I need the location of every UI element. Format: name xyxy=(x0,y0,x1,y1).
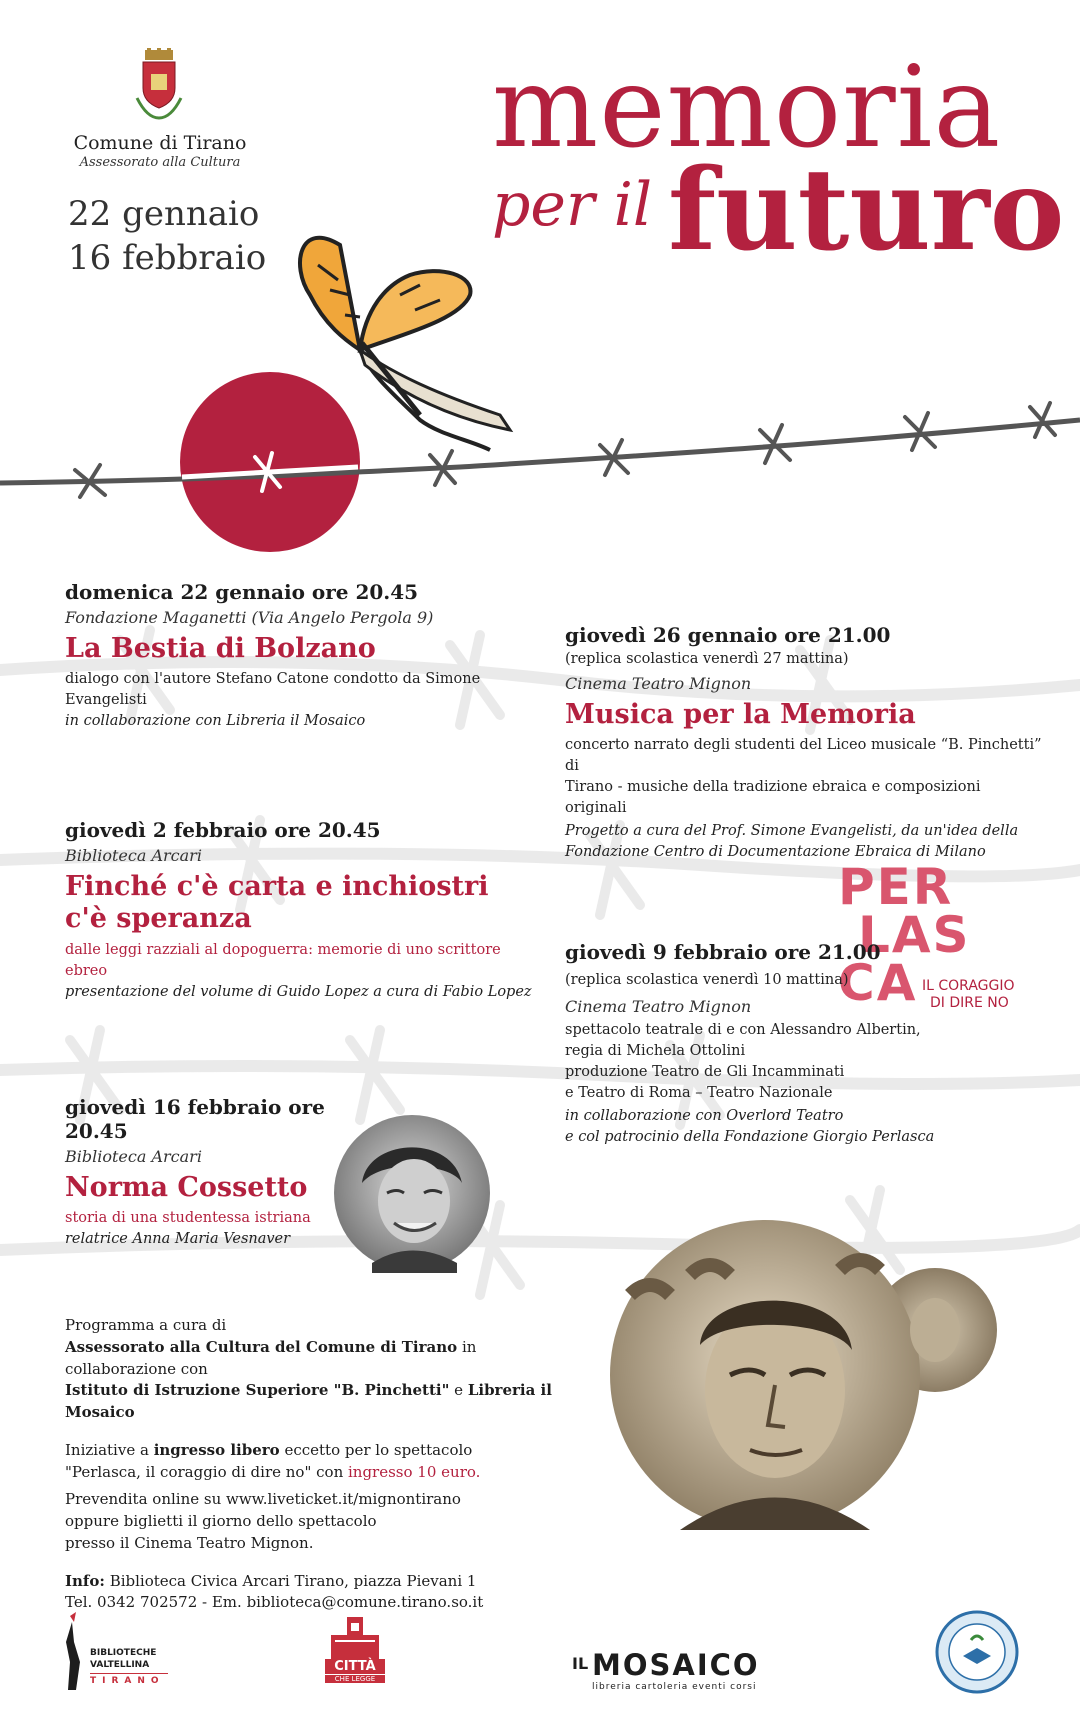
event-date: giovedì 2 febbraio ore 20.45 xyxy=(65,818,381,842)
date-range-start: 22 gennaio xyxy=(68,194,260,234)
event-finche xyxy=(65,818,545,1003)
il-mosaico-logo xyxy=(572,1648,772,1698)
event-title: La Bestia di Bolzano xyxy=(65,633,376,664)
event-description-line2: regia di Michela Ottolini xyxy=(565,1043,746,1060)
date-range-end: 16 febbraio xyxy=(68,238,267,278)
mosaico-il: IL xyxy=(572,1654,589,1673)
program-line-2: Assessorato alla Cultura del Comune di Tirano in collaborazione con xyxy=(65,1337,477,1378)
presale-line-2: oppure biglietti il giorno dello spettacolo xyxy=(65,1512,377,1530)
entry-line-1: Iniziative a ingresso libero eccetto per lo spettacolo xyxy=(65,1440,473,1459)
citta-text-2: CHE LEGGE xyxy=(325,1675,385,1683)
perlasca-tagline-1: IL CORAGGIO xyxy=(922,978,1015,994)
mosaico-name: MOSAICO xyxy=(592,1648,760,1682)
event-musica xyxy=(565,623,1045,864)
event-venue: Cinema Teatro Mignon xyxy=(565,674,752,694)
event-title: Norma Cossetto xyxy=(65,1172,308,1203)
school-seal-icon xyxy=(935,1610,1019,1694)
entry-line-2: "Perlasca, il coraggio di dire no" con ingresso 10 euro. xyxy=(65,1462,481,1481)
title-memoria: memoria xyxy=(492,43,1002,173)
event-description-line4: e Teatro di Roma – Teatro Nazionale xyxy=(565,1085,833,1102)
citta-che-legge-logo xyxy=(315,1615,395,1695)
event-bestia xyxy=(65,580,535,732)
info-line-1: Info: Biblioteca Civica Arcari Tirano, piazza Pievani 1 xyxy=(65,1571,477,1590)
event-description: dialogo con l'autore Stefano Catone condotto da Simone Evangelisti xyxy=(65,671,481,709)
event-note-line1: in collaborazione con Overlord Teatro xyxy=(565,1108,844,1125)
event-description-line3: produzione Teatro de Gli Incamminati xyxy=(565,1064,845,1081)
event-perlasca xyxy=(565,940,995,1148)
biblioteche-text-1: BIBLIOTECHE xyxy=(90,1648,157,1658)
event-venue: Biblioteca Arcari xyxy=(65,1147,202,1166)
event-description: storia di una studentessa istriana xyxy=(65,1210,311,1227)
book-tower-icon xyxy=(325,1615,385,1665)
biblioteche-text-3: TIRANO xyxy=(90,1676,165,1686)
program-info xyxy=(65,1315,585,1614)
department-name: Assessorato alla Cultura xyxy=(79,155,241,170)
biblioteche-text-2: VALTELLINA xyxy=(90,1660,150,1670)
municipality-name: Comune di Tirano xyxy=(73,132,247,154)
perlasca-logo-line3: CA xyxy=(838,954,918,1012)
event-date: giovedì 9 febbraio ore 21.00 xyxy=(565,940,881,964)
event-date: giovedì 26 gennaio ore 21.00 xyxy=(565,623,891,647)
presale-line-1: Prevendita online su www.liveticket.it/mignontirano xyxy=(65,1490,461,1509)
event-venue: Cinema Teatro Mignon xyxy=(565,997,752,1017)
event-description-line1: concerto narrato degli studenti del Liceo musicale “B. Pinchetti” di xyxy=(565,737,1042,775)
event-date: domenica 22 gennaio ore 20.45 xyxy=(65,580,419,604)
event-note-line2: e col patrocinio della Fondazione Giorgio Perlasca xyxy=(565,1129,935,1146)
event-title-line2: c'è speranza xyxy=(65,903,252,935)
event-date: giovedì 16 febbraio ore 20.45 xyxy=(65,1095,325,1143)
event-title: Musica per la Memoria xyxy=(565,699,916,731)
event-venue: Biblioteca Arcari xyxy=(65,846,202,865)
perlasca-logo-line2: LAS xyxy=(858,906,971,964)
event-description-line1: spettacolo teatrale di e con Alessandro Albertin, xyxy=(565,1022,921,1039)
coat-of-arms-icon xyxy=(133,48,185,122)
citta-text-1: CITTÀ xyxy=(325,1659,385,1674)
torch-figure-icon xyxy=(62,1612,84,1692)
hero-illustration xyxy=(0,225,1080,555)
info-line-2: Tel. 0342 702572 - Em. biblioteca@comune.tirano.so.it xyxy=(65,1593,484,1612)
title-futuro: futuro xyxy=(668,145,1065,276)
mosaico-sub: libreria cartoleria eventi corsi xyxy=(592,1682,757,1692)
program-line-1: Programma a cura di xyxy=(65,1316,227,1334)
event-replica: (replica scolastica venerdì 10 mattina) xyxy=(565,972,849,988)
biblioteche-rule xyxy=(90,1673,168,1674)
event-replica: (replica scolastica venerdì 27 mattina) xyxy=(565,651,849,667)
presale-line-3: presso il Cinema Teatro Mignon. xyxy=(65,1533,314,1552)
event-norma xyxy=(65,1095,345,1250)
perlasca-portrait xyxy=(590,1215,1010,1535)
perlasca-tagline-2: DI DIRE NO xyxy=(930,995,1009,1011)
norma-cossetto-portrait xyxy=(332,1113,492,1273)
event-venue: Fondazione Maganetti (Via Angelo Pergola 9) xyxy=(65,608,434,627)
event-note: relatrice Anna Maria Vesnaver xyxy=(65,1231,291,1248)
event-note: in collaborazione con Libreria il Mosaico xyxy=(65,713,366,730)
event-description: dalle leggi razziali al dopoguerra: memorie di uno scrittore ebreo xyxy=(65,941,501,979)
event-note-line1: Progetto a cura del Prof. Simone Evangelisti, da un'idea della xyxy=(565,823,1019,840)
program-line-3: Istituto di Istruzione Superiore "B. Pinchetti" e Libreria il Mosaico xyxy=(65,1381,552,1421)
event-note: presentazione del volume di Guido Lopez a cura di Fabio Lopez xyxy=(65,983,532,1000)
title-per-il: per il xyxy=(492,170,653,240)
event-description-line2: Tirano - musiche della tradizione ebraica e composizioni originali xyxy=(565,779,981,817)
biblioteche-logo xyxy=(62,1612,182,1692)
event-title-line1: Finché c'è carta e inchiostri xyxy=(65,871,489,902)
event-note-line2: Fondazione Centro di Documentazione Ebraica di Milano xyxy=(565,844,986,861)
perlasca-logo-line1: PER xyxy=(838,858,954,916)
